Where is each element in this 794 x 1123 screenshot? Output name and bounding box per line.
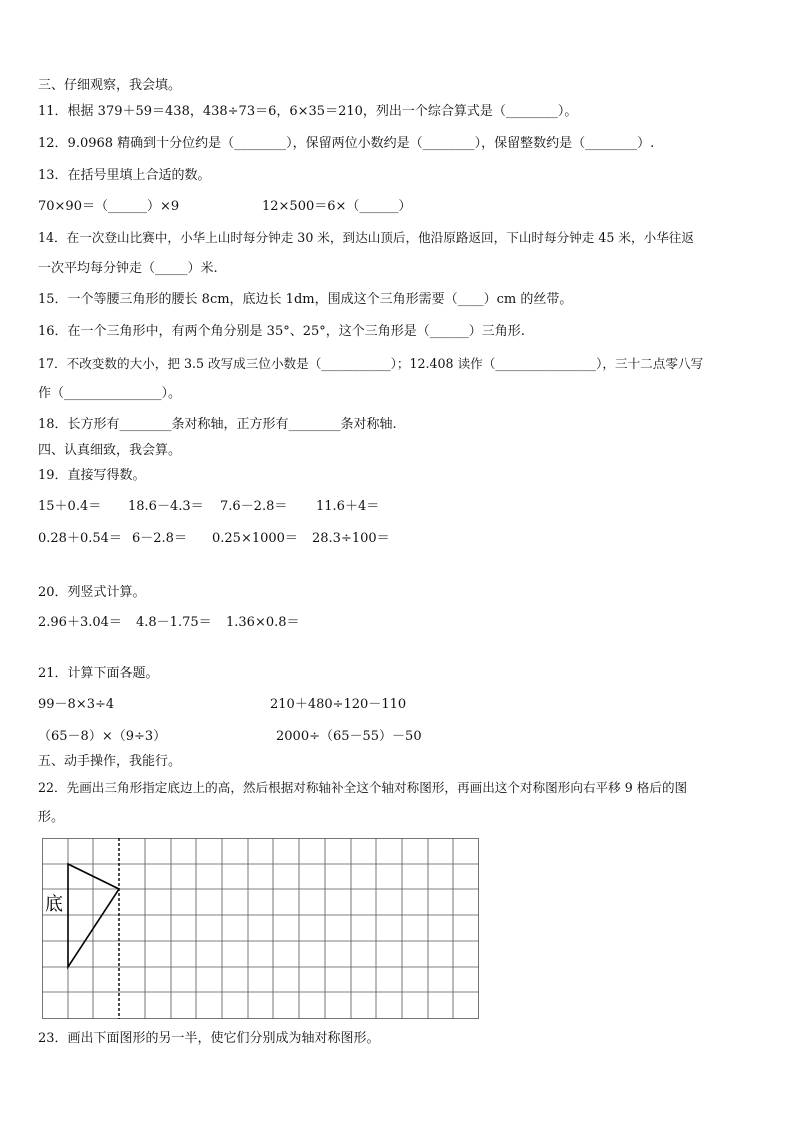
- q21-item: 210＋480÷120－110: [270, 697, 407, 712]
- q19-item: 7.6－2.8＝: [220, 499, 288, 514]
- triangle-shape: [68, 864, 119, 967]
- question-16: 16．在一个三角形中，有两个角分别是 35°、25°，这个三角形是（______）三角形.: [38, 324, 525, 339]
- section-5-heading: 五、动手操作，我能行。: [38, 754, 182, 769]
- q19-item: 0.25×1000＝: [212, 531, 298, 546]
- base-label: 底: [45, 894, 63, 915]
- question-13-b: 12×500＝6×（______）: [262, 199, 412, 214]
- question-22-line1: 22．先画出三角形指定底边上的高，然后根据对称轴补全这个轴对称图形，再画出这个对称图形向右平移 9 格后的图: [38, 780, 688, 795]
- question-20-title: 20．列竖式计算。: [38, 585, 146, 600]
- q20-item: 1.36×0.8＝: [226, 615, 300, 630]
- q19-item: 15＋0.4＝: [38, 499, 102, 514]
- q19-item: 11.6＋4＝: [316, 499, 380, 514]
- q19-item: 28.3÷100＝: [312, 531, 390, 546]
- question-21-title: 21．计算下面各题。: [38, 666, 159, 681]
- question-19-title: 19．直接写得数。: [38, 468, 146, 483]
- drawing-grid[interactable]: [42, 838, 480, 1020]
- question-17-line1: 17．不改变数的大小，把 3.5 改写成三位小数是（___________）；12.408 读作（________________），三十二点零八写: [38, 356, 704, 371]
- question-14-line2: 一次平均每分钟走（_____）米.: [38, 261, 218, 276]
- question-14-line1: 14．在一次登山比赛中，小华上山时每分钟走 30 米，到达山顶后，他沿原路返回，下山时每分钟走 45 米，小华往返: [38, 230, 694, 245]
- q21-item: （65－8）×（9÷3）: [38, 729, 167, 744]
- section-3-heading: 三、仔细观察，我会填。: [38, 78, 182, 93]
- question-12: 12．9.0968 精确到十分位约是（________），保留两位小数约是（________），保留整数约是（________）.: [38, 136, 655, 151]
- q19-item: 0.28＋0.54＝: [38, 531, 122, 546]
- q21-item: 99－8×3÷4: [38, 697, 115, 712]
- question-13-title: 13．在括号里填上合适的数。: [38, 168, 211, 183]
- q19-item: 6－2.8＝: [132, 531, 187, 546]
- question-15: 15．一个等腰三角形的腰长 8cm，底边长 1dm，围成这个三角形需要（____）cm 的丝带。: [38, 292, 573, 307]
- question-11: 11．根据 379＋59＝438，438÷73＝6，6×35＝210，列出一个综合算式是（________）。: [38, 104, 578, 119]
- question-13-a: 70×90＝（______）×9: [38, 199, 180, 214]
- grid-lines: [42, 838, 479, 1019]
- q21-item: 2000÷（65－55）－50: [276, 729, 422, 744]
- question-22-line2: 形。: [38, 810, 65, 825]
- question-17-line2: 作（_______________）。: [38, 386, 182, 401]
- q20-item: 4.8－1.75＝: [136, 615, 212, 630]
- q19-item: 18.6－4.3＝: [128, 499, 204, 514]
- q20-item: 2.96＋3.04＝: [38, 615, 122, 630]
- question-18: 18．长方形有________条对称轴，正方形有________条对称轴.: [38, 417, 397, 432]
- question-23: 23．画出下面图形的另一半，使它们分别成为轴对称图形。: [38, 1031, 380, 1046]
- section-4-heading: 四、认真细致，我会算。: [38, 443, 182, 458]
